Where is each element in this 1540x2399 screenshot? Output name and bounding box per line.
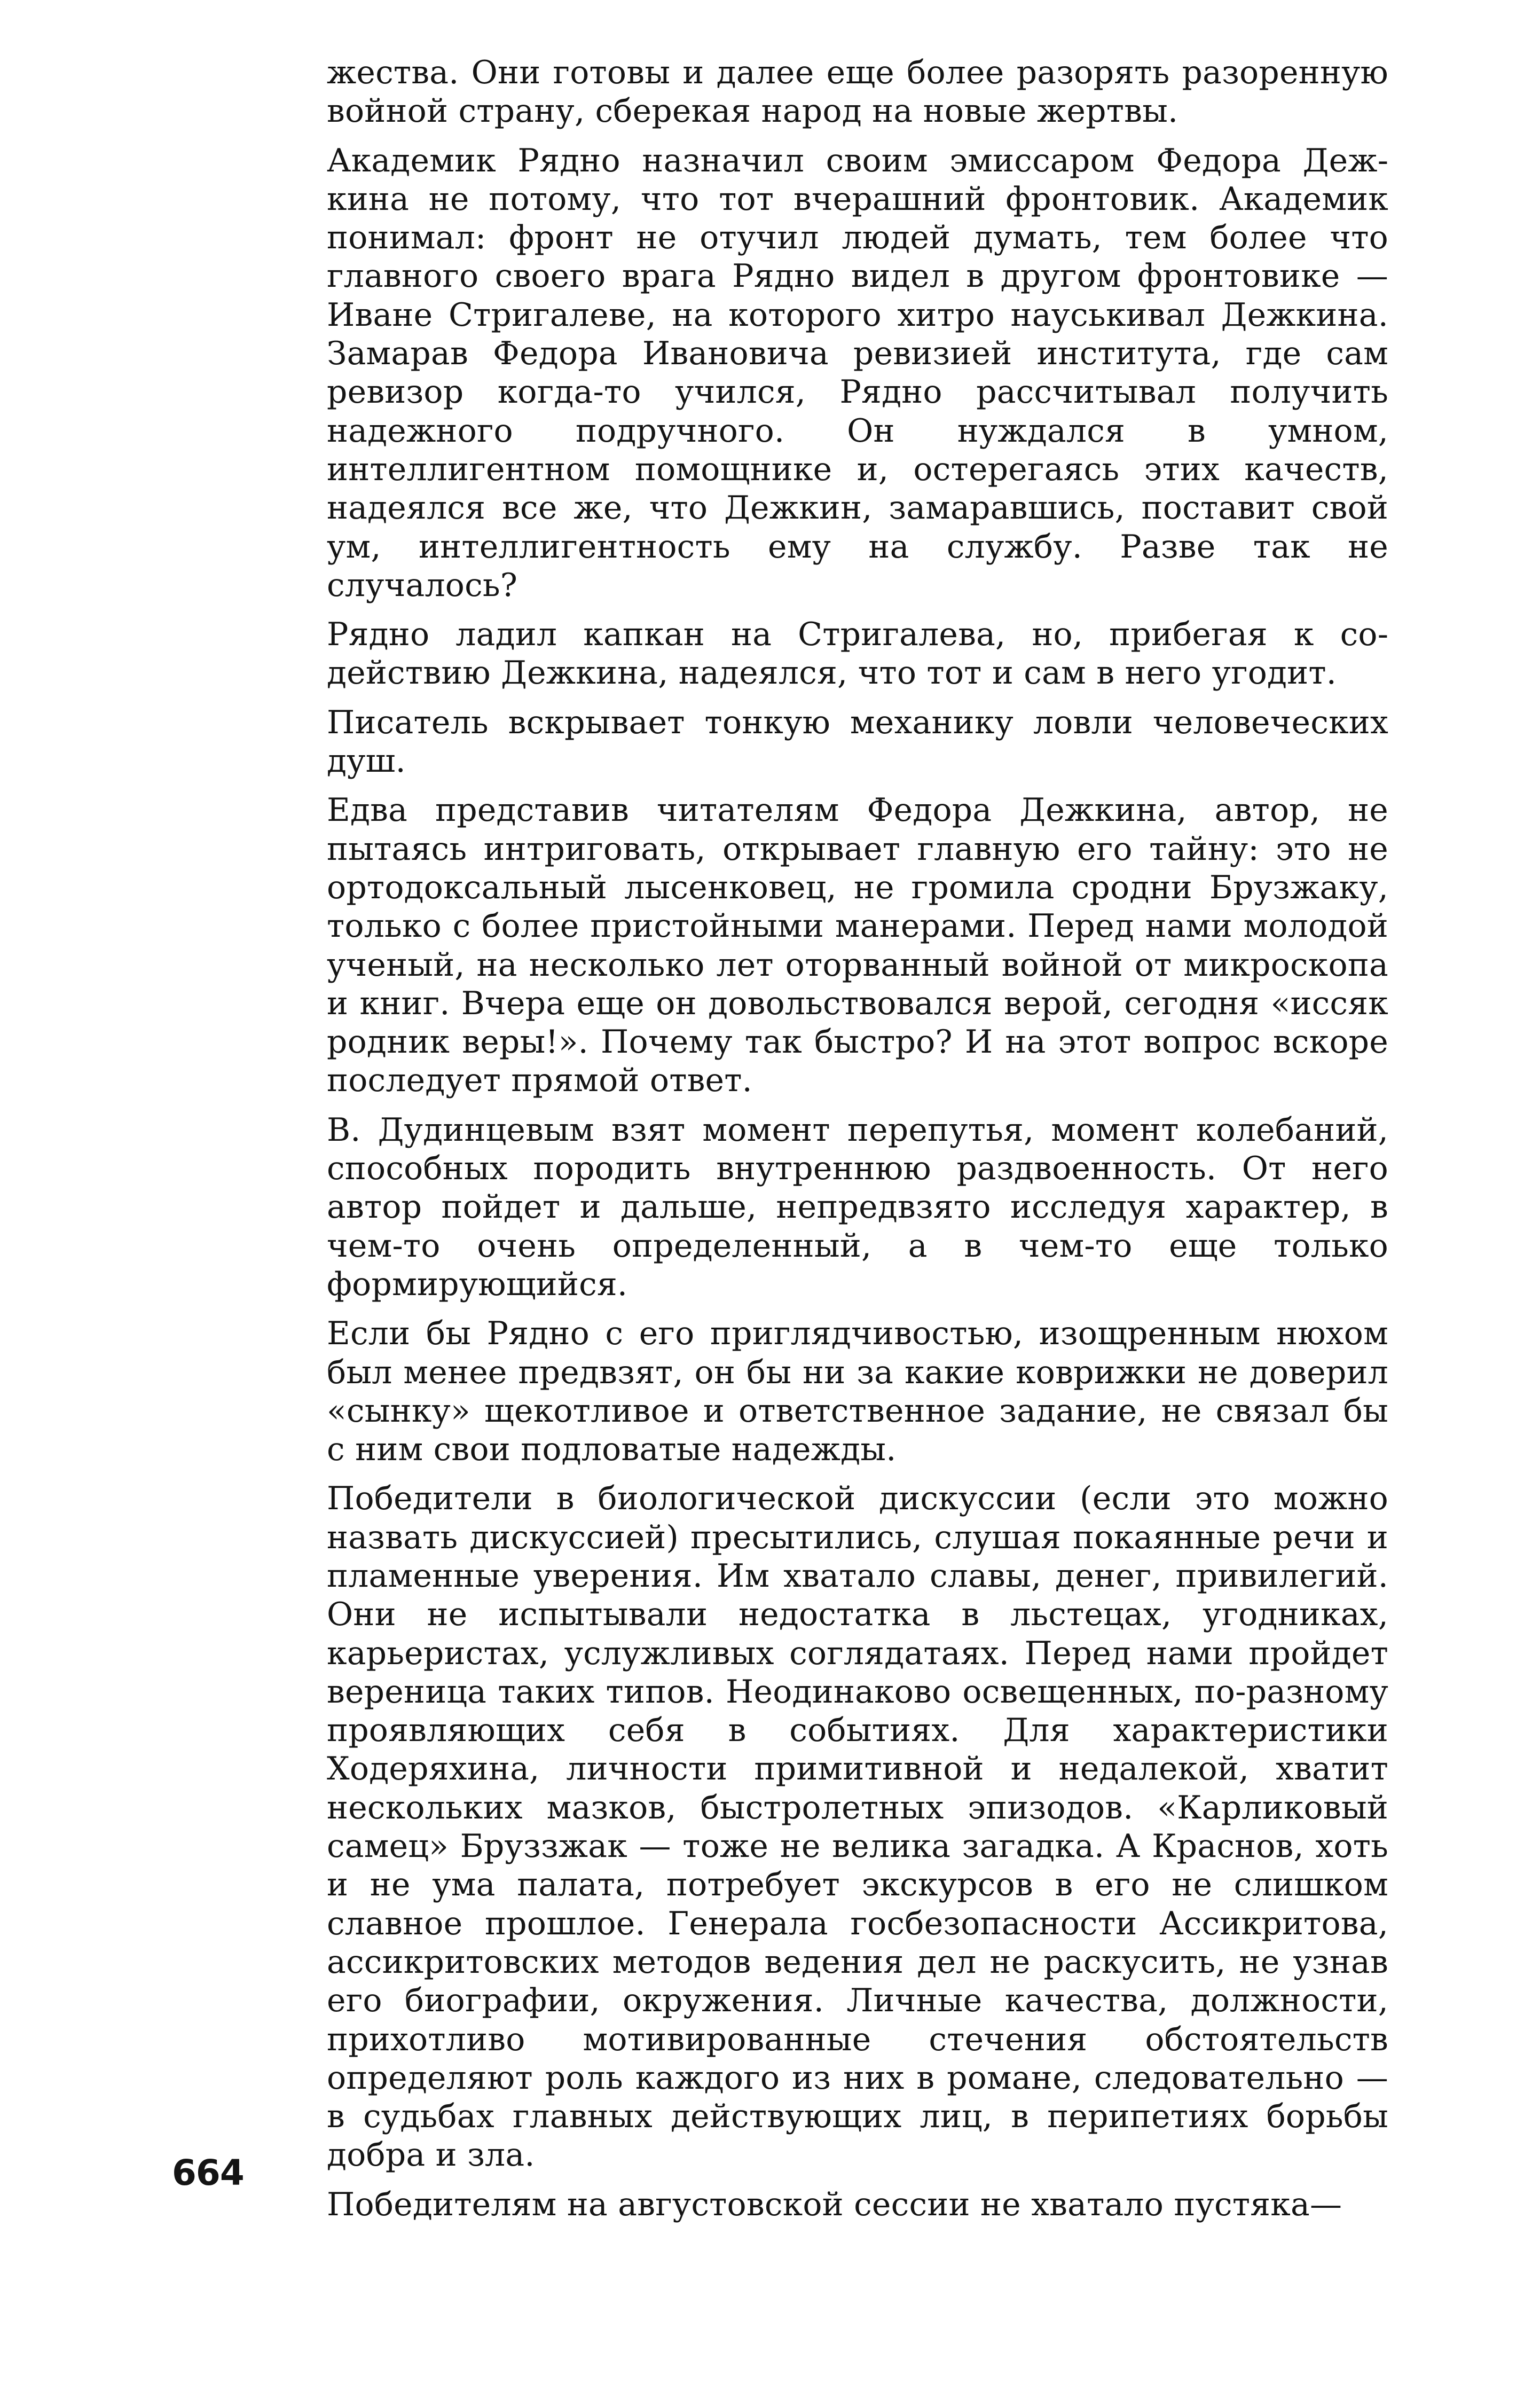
- text-column: [327, 53, 1388, 2235]
- page-number: 664: [172, 2152, 244, 2193]
- paragraph-6: В. Дудинцевым взят момент перепутья, момент колебаний, способных породить внутреннюю раздвоенность. От него автор пойдет и дальше, непредвзято исследуя характер, в чем-то очень определенный, а в чем-то еще только формирующийся.: [327, 1111, 1388, 1303]
- paragraph-2: Академик Рядно назначил своим эмиссаром Федора Дежкина не потому, что тот вчерашний фронтовик. Академик понимал: фронт не отучил людей думать, тем более что главного своего врага Рядно видел в другом фронтовике — Иване Стригалеве, на которого хитро науськивал Дежкина. Замарав Федора Ивановича ревизией института, где сам ревизор когда-то учился, Рядно рассчитывал получить надежного подручного. Он нуждался в умном, интеллигентном помощнике и, остерегаясь этих качеств, надеялся все же, что Дежкин, замаравшись, поставит свой ум, интеллигентность ему на службу. Разве так не случалось?: [327, 142, 1388, 604]
- paragraph-8: Победители в биологической дискуссии (если это можно назвать дискуссией) пресытились, слушая покаянные речи и пламенные уверения. Им хватало славы, денег, привилегий. Они не испытывали недостатка в льстецах, угодниках, карьеристах, услужливых соглядатаях. Перед нами пройдет вереница таких типов. Неодинаково освещенных, по-разному проявляющих себя в событиях. Для характеристики Ходеряхина, личности примитивной и недалекой, хватит нескольких мазков, быстролетных эпизодов. «Карликовый самец» Бруззжак — тоже не велика загадка. А Краснов, хоть и не ума палата, потребует экскурсов в его не слишком славное прошлое. Генерала госбезопасности Ассикритова, ассикритовских методов ведения дел не раскусить, не узнав его биографии, окружения. Личные качества, должности, прихотливо мотивированные стечения обстоятельств определяют роль каждого из них в романе, следовательно — в судьбах главных действующих лиц, в перипетиях борьбы добра и зла.: [327, 1480, 1388, 2174]
- paragraph-1: жества. Они готовы и далее еще более разорять разоренную войной страну, сберекая народ на новые жертвы.: [327, 54, 1388, 130]
- paragraph-5: Едва представив читателям Федора Дежкина, автор, не пытаясь интриговать, открывает главную его тайну: это не ортодоксальный лысенковец, не громила сродни Брузжаку, только с более пристойными манерами. Перед нами молодой ученый, на несколько лет оторванный войной от микроскопа и книг. Вчера еще он довольствовался верой, сегодня «иссяк родник веры!». Почему так быстро? И на этот вопрос вскоре последует прямой ответ.: [327, 791, 1388, 1100]
- paragraph-7: Если бы Рядно с его приглядчивостью, изощренным нюхом был менее предвзят, он бы ни за какие коврижки не доверил «сынку» щекотливое и ответственное задание, не связал бы с ним свои подловатые надежды.: [327, 1315, 1388, 1469]
- paragraph-9: Победителям на августовской сессии не хватало пустяка—: [327, 2185, 1342, 2223]
- paragraph-4: Писатель вскрывает тонкую механику ловли человеческих душ.: [327, 703, 1388, 780]
- paragraph-3: Рядно ладил капкан на Стригалева, но, прибегая к содействию Дежкина, надеялся, что тот и сам в него угодит.: [327, 616, 1388, 692]
